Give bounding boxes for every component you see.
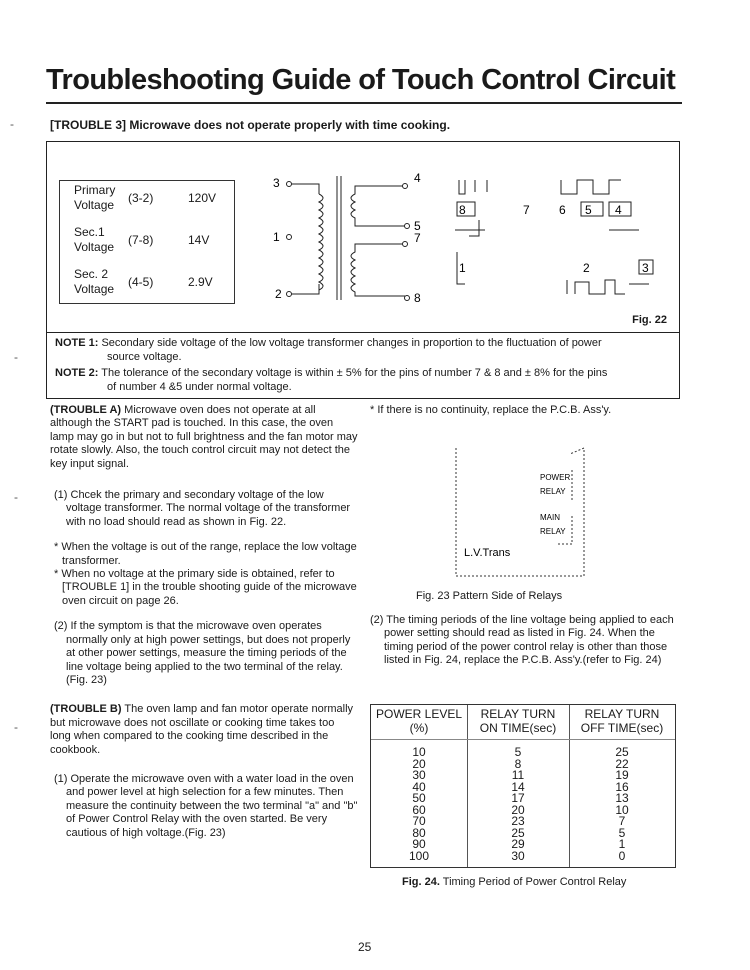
transformer-pin-2: 2	[275, 287, 282, 301]
table-cell: 60	[412, 802, 426, 817]
voltage-row	[60, 223, 236, 263]
table-cell: 16	[615, 779, 629, 794]
relay-pin-1: 1	[459, 261, 466, 275]
trouble-a-bullet-2: * When no voltage at the primary side is obtained, refer to [TROUBLE 1] in the trouble shooting guide of the microwave oven circuit on page 26.	[54, 568, 357, 607]
margin-mark: -	[14, 490, 18, 504]
margin-mark: -	[10, 117, 14, 131]
relay-pin-sketch	[449, 172, 675, 302]
table-cell: 70	[412, 814, 426, 828]
table-cell: 1	[618, 837, 626, 851]
voltage-row-label: Sec. 2 Voltage	[74, 267, 115, 296]
table-cell: 90	[412, 837, 426, 851]
power-relay-label: POWER	[540, 473, 571, 482]
table-header-rule	[371, 739, 675, 740]
trouble-a-step-2: (2) If the symptom is that the microwave oven operates normally only at high power settings, but does not properly at other power settings, measure the timing periods of the line voltage being applied to the two terminal of the relay.(Fig. 23)	[54, 620, 351, 686]
fig22-caption: Fig. 22	[632, 314, 667, 326]
trouble-b-step-1: (1) Operate the microwave oven with a water load in the oven and power level at high selection for a few minutes. Then measure the continuity between the two terminal "a" and "b" of Power Control Relay with the oven started. Be very cautious of high voltage.(Fig. 23)	[54, 772, 358, 839]
voltage-row-pins: (7-8)	[128, 233, 154, 247]
main-relay-label: RELAY	[540, 527, 566, 536]
column-off-time	[569, 747, 675, 862]
trouble-b-label: (TROUBLE B)	[50, 703, 122, 716]
relay-pin-8: 8	[459, 203, 466, 217]
fig24-text: Timing Period of Power Control Relay	[442, 876, 627, 888]
table-cell: 25	[511, 825, 525, 840]
table-cell: 14	[511, 779, 525, 794]
fig24-label: Fig. 24.	[402, 876, 440, 888]
voltage-row-label: Primary Voltage	[74, 183, 116, 212]
voltage-table	[59, 180, 235, 304]
table-cell: 20	[511, 802, 525, 817]
note-2-label: NOTE 2:	[55, 367, 99, 379]
right-column	[370, 404, 682, 417]
timing-table	[370, 704, 676, 868]
relay-pin-7: 7	[523, 203, 530, 217]
table-cell: 40	[412, 779, 426, 794]
transformer-pin-7: 7	[414, 231, 421, 245]
trouble-b-paragraph	[50, 703, 358, 757]
table-cell: 11	[511, 768, 525, 782]
voltage-row-pins: (3-2)	[128, 191, 154, 205]
table-cell: 30	[511, 848, 525, 863]
voltage-row	[60, 265, 236, 305]
margin-mark: -	[14, 350, 18, 364]
note-2	[55, 366, 673, 394]
relay-pin-4: 4	[615, 203, 622, 217]
voltage-row	[60, 181, 236, 221]
table-cell: 23	[511, 814, 525, 828]
table-cell: 29	[511, 837, 525, 851]
trouble-a-paragraph	[50, 404, 358, 471]
table-cell: 5	[618, 825, 626, 840]
fig23-caption: Fig. 23 Pattern Side of Relays	[416, 590, 563, 602]
header-on-time: RELAY TURN ON TIME(sec)	[479, 707, 557, 735]
transformer-pin-4: 4	[414, 172, 421, 185]
margin-mark: -	[14, 720, 18, 734]
table-cell: 25	[615, 745, 629, 759]
continuity-note: * If there is no continuity, replace the P.C.B. Ass'y.	[370, 404, 612, 416]
page-title: Troubleshooting Guide of Touch Control Circuit	[46, 64, 676, 96]
trouble-a-bullet-1: * When the voltage is out of the range, replace the low voltage transformer.	[54, 541, 357, 567]
voltage-row-value: 2.9V	[188, 275, 213, 289]
note-1-text: Secondary side voltage of the low voltage transformer changes in proportion to the fluctuation of power	[101, 337, 602, 349]
header-power-level: POWER LEVEL (%)	[375, 707, 463, 735]
voltage-row-pins: (4-5)	[128, 275, 154, 289]
table-cell: 30	[412, 768, 426, 782]
left-column	[50, 404, 358, 848]
transformer-diagram	[269, 172, 439, 307]
table-cell: 22	[615, 756, 629, 771]
title-rule	[46, 102, 682, 104]
right-step-2: (2) The timing periods of the line voltage being applied to each power setting should read as listed in Fig. 24. When the timing period of the power control relay is other than those listed in Fig. 24, replace the P.C.B. Ass'y.(refer to Fig. 24)	[370, 614, 674, 667]
voltage-row-value: 120V	[188, 191, 217, 205]
voltage-row-value: 14V	[188, 233, 210, 247]
table-cell: 8	[514, 756, 522, 771]
table-cell: 50	[412, 791, 426, 805]
trouble-a-label: (TROUBLE A)	[50, 404, 122, 416]
note-2-continued: of number 4 &5 under normal voltage.	[107, 381, 292, 393]
table-cell: 10	[412, 745, 426, 759]
table-cell: 10	[615, 802, 629, 817]
note-1	[55, 336, 673, 364]
transformer-pin-1: 1	[273, 230, 280, 244]
fig24-caption	[402, 876, 626, 888]
relay-pin-3: 3	[642, 261, 649, 275]
column-on-time	[467, 747, 569, 862]
table-cell: 80	[412, 825, 426, 840]
note-1-label: NOTE 1:	[55, 337, 99, 349]
trouble-a-text: Microwave oven does not operate at all although the START pad is touched. In this case, the oven lamp may go in but not to full brightness and the fan motor may rotate slowly. Also, the touch control circuit may not detect the key input signal.	[50, 404, 358, 470]
transformer-pin-3: 3	[273, 176, 280, 190]
note-2-text: The tolerance of the secondary voltage is within ± 5% for the pins of number 7 & 8 and ± 8% for the pins	[101, 367, 608, 379]
lv-trans-label: L.V.Trans	[464, 547, 511, 559]
table-cell: 13	[615, 791, 629, 805]
table-cell: 17	[511, 791, 525, 805]
voltage-row-label: Sec.1 Voltage	[74, 225, 115, 254]
trouble-3-heading: [TROUBLE 3] Microwave does not operate properly with time cooking.	[50, 118, 451, 132]
table-cell: 20	[412, 756, 426, 771]
power-relay-label: RELAY	[540, 487, 566, 496]
column-power-level	[371, 747, 467, 862]
table-cell: 7	[618, 814, 626, 828]
table-cell: 19	[615, 768, 629, 782]
transformer-pin-8: 8	[414, 291, 421, 305]
fig22-divider	[47, 332, 679, 333]
page-number: 25	[358, 940, 372, 954]
relay-pin-6: 6	[559, 203, 566, 217]
table-cell: 5	[514, 745, 522, 759]
transformer-pin-5: 5	[414, 219, 421, 233]
header-off-time: RELAY TURN OFF TIME(sec)	[580, 707, 664, 735]
relay-pin-2: 2	[583, 261, 590, 275]
relay-pattern-diagram	[452, 440, 592, 580]
table-cell: 100	[408, 848, 430, 863]
main-relay-label: MAIN	[540, 513, 560, 522]
relay-pin-5: 5	[585, 203, 592, 217]
trouble-b-text: The oven lamp and fan motor operate normally but microwave does not oscillate or cooking time takes too long when compared to the cooking time described in the cookbook.	[50, 703, 354, 756]
fig22-box	[46, 141, 680, 399]
table-cell: 0	[618, 848, 626, 863]
note-1-continued: source voltage.	[107, 351, 182, 363]
trouble-a-step-1: (1) Chcek the primary and secondary voltage of the low voltage transformer. The normal voltage of the transformer with no load should read as shown in Fig. 22.	[54, 489, 351, 528]
